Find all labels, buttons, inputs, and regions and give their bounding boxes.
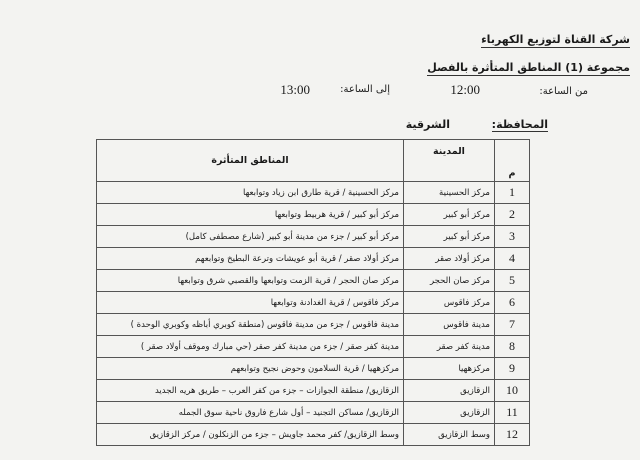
- row-areas: مركز صان الحجر / قرية الزمت وتوابعها والقصبي شرق وتوابعها: [97, 270, 404, 292]
- row-city: مركز فاقوس: [404, 292, 495, 314]
- row-num: 1: [495, 182, 530, 204]
- table-row: [97, 314, 530, 336]
- row-city: مركز أبو كبير: [404, 204, 495, 226]
- column-header-num: م: [495, 140, 530, 182]
- row-areas: مركز الحسينية / قرية طارق ابن زياد وتوابعها: [97, 182, 404, 204]
- column-header-areas: المناطق المتأثرة: [97, 140, 404, 182]
- table-row: [97, 402, 530, 424]
- row-areas: مركز فاقوس / قرية الغدادنة وتوابعها: [97, 292, 404, 314]
- row-city: مركز أولاد صقر: [404, 248, 495, 270]
- row-city: مدينة فاقوس: [404, 314, 495, 336]
- table-row: [97, 204, 530, 226]
- row-areas: الزقازيق/ مساكن التجنيد – أول شارع فاروق ناحية سوق الجمله: [97, 402, 404, 424]
- row-areas: مدينة فاقوس / جزء من مدينة فاقوس (منطقة كوبري أباظه وكوبري الوحدة ): [97, 314, 404, 336]
- row-num: 2: [495, 204, 530, 226]
- row-num: 3: [495, 226, 530, 248]
- from-time-label: من الساعة:: [539, 86, 588, 97]
- affected-areas-table: [96, 139, 530, 446]
- from-time-value: 12:00: [450, 82, 480, 97]
- table-row: [97, 248, 530, 270]
- to-time-label: إلى الساعة:: [340, 84, 390, 95]
- governorate-label: المحافظة:: [491, 118, 548, 131]
- company-name: شركة القناة لتوزيع الكهرباء: [481, 33, 630, 46]
- row-city: مدينة كفر صقر: [404, 336, 495, 358]
- row-num: 7: [495, 314, 530, 336]
- row-num: 6: [495, 292, 530, 314]
- row-num: 10: [495, 380, 530, 402]
- row-city: مركز أبو كبير: [404, 226, 495, 248]
- row-city: مركز صان الحجر: [404, 270, 495, 292]
- table-row: [97, 270, 530, 292]
- row-areas: مركز أبو كبير / جزء من مدينة أبو كبير (شارع مصطفى كامل): [97, 226, 404, 248]
- row-num: 12: [495, 424, 530, 446]
- table-body: [97, 182, 530, 446]
- governorate-value: الشرقية: [405, 118, 450, 131]
- table-row: [97, 424, 530, 446]
- table-row: [97, 380, 530, 402]
- table-row: [97, 336, 530, 358]
- row-num: 11: [495, 402, 530, 424]
- row-city: مركزههيا: [404, 358, 495, 380]
- table-row: [97, 182, 530, 204]
- column-header-city: المدينة: [404, 140, 495, 182]
- table-row: [97, 292, 530, 314]
- row-areas: الزقازيق/ منطقة الجوازات – جزء من كفر العرب – طريق هريه الجديد: [97, 380, 404, 402]
- table-header-row: [97, 140, 530, 182]
- row-city: وسط الزقازيق: [404, 424, 495, 446]
- table-row: [97, 226, 530, 248]
- row-city: مركز الحسينية: [404, 182, 495, 204]
- row-num: 9: [495, 358, 530, 380]
- table-row: [97, 358, 530, 380]
- row-num: 4: [495, 248, 530, 270]
- row-areas: وسط الزقازيق/ كفر محمد جاويش – جزء من الزنكلون / مركز الزقازيق: [97, 424, 404, 446]
- row-city: الزقازيق: [404, 380, 495, 402]
- row-areas: مركز أبو كبير / قرية هربيط وتوابعها: [97, 204, 404, 226]
- row-areas: مركز أولاد صقر / قرية أبو عويشات وترعة البطيخ وتوابعهم: [97, 248, 404, 270]
- row-num: 8: [495, 336, 530, 358]
- to-time-value: 13:00: [280, 82, 310, 97]
- row-num: 5: [495, 270, 530, 292]
- row-areas: مدينة كفر صقر / جزء من مدينة كفر صقر (حي مبارك وموقف أولاد صقر ): [97, 336, 404, 358]
- row-city: الزقازيق: [404, 402, 495, 424]
- row-areas: مركزههيا / قرية السلامون وحوض نجيح وتوابعهم: [97, 358, 404, 380]
- group-title: مجموعة (1) المناطق المتأثرة بالفصل: [427, 61, 630, 74]
